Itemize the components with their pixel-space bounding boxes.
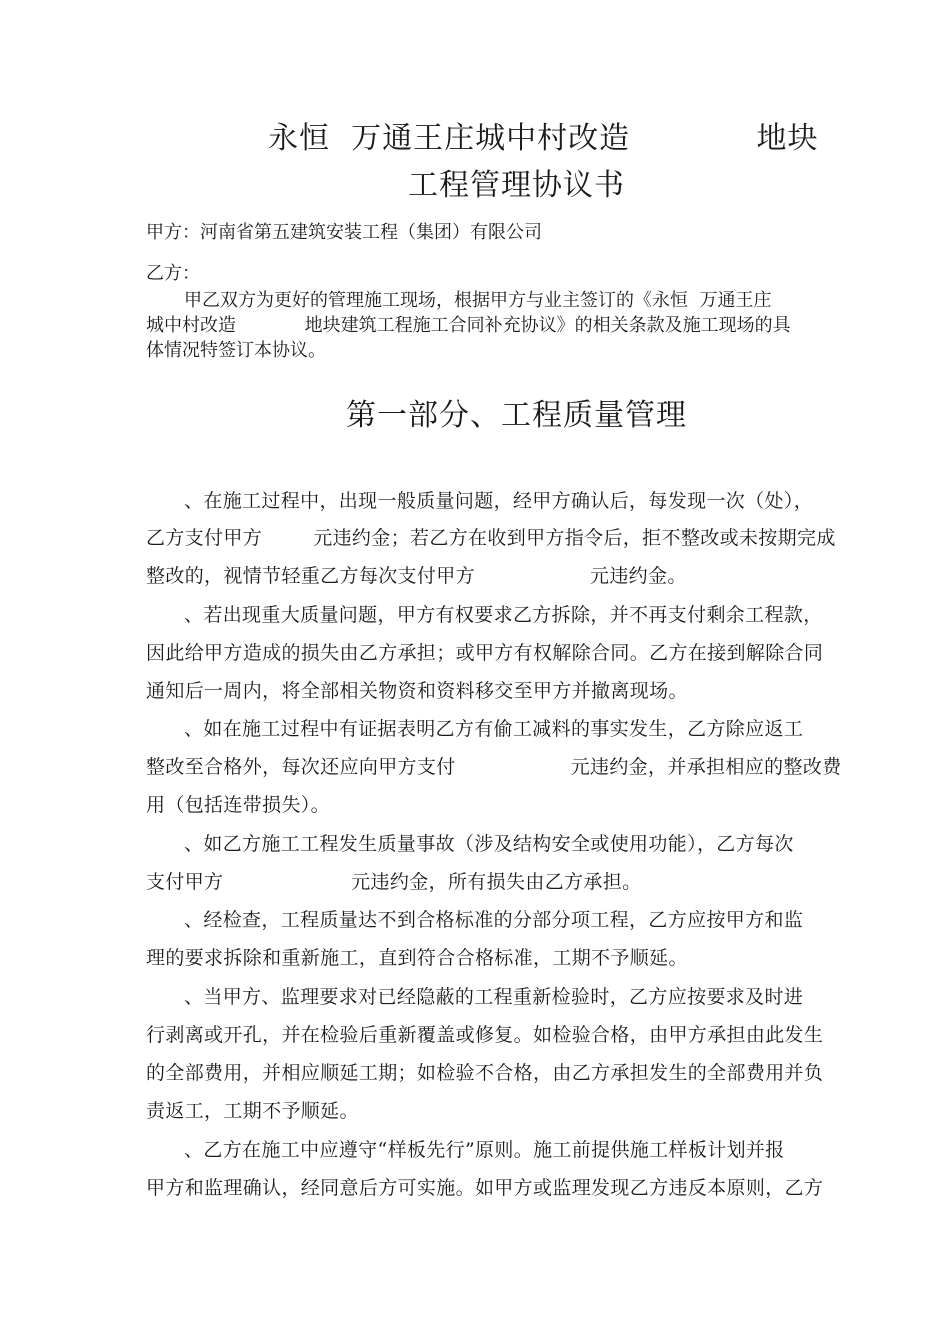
paragraph-line: 、如在施工过程中有证据表明乙方有偷工减料的事实发生，乙方除应返工 xyxy=(184,718,804,740)
paragraph-line: 用（包括连带损失）。 xyxy=(146,794,331,816)
paragraph-line: 的全部费用，并相应顺延工期；如检验不合格，由乙方承担发生的全部费用并负 xyxy=(146,1062,824,1084)
paragraph-line: 支付甲方 元违约金，所有损失由乙方承担。 xyxy=(146,871,642,893)
paragraph-line: 通知后一周内，将全部相关物资和资料移交至甲方并撤离现场。 xyxy=(146,680,688,702)
document-title-line1: 永恒 万通王庄城中村改造 地块 xyxy=(268,121,819,156)
intro-line: 城中村改造 地块建筑工程施工合同补充协议》的相关条款及施工现场的具 xyxy=(146,315,791,336)
paragraph-line: 、经检查，工程质量达不到合格标准的分部分项工程，乙方应按甲方和监 xyxy=(184,909,804,931)
intro-line: 甲乙双方为更好的管理施工现场，根据甲方与业主签订的《永恒 万通王庄 xyxy=(184,290,772,311)
paragraph-line: 、如乙方施工工程发生质量事故（涉及结构安全或使用功能），乙方每次 xyxy=(184,833,794,855)
paragraph-line: 责返工，工期不予顺延。 xyxy=(146,1100,359,1122)
party-a: 甲方：河南省第五建筑安装工程（集团）有限公司 xyxy=(146,222,542,243)
paragraph-line: 行剥离或开孔，并在检验后重新覆盖或修复。如检验合格，由甲方承担由此发生 xyxy=(146,1024,824,1046)
section-title: 第一部分、工程质量管理 xyxy=(346,398,687,433)
paragraph-line: 理的要求拆除和重新施工，直到符合合格标准，工期不予顺延。 xyxy=(146,947,688,969)
party-b: 乙方： xyxy=(146,263,200,284)
paragraph-line: 乙方支付甲方 元违约金；若乙方在收到甲方指令后，拒不整改或未按期完成 xyxy=(146,527,836,549)
paragraph-line: 甲方和监理确认，经同意后方可实施。如甲方或监理发现乙方违反本原则，乙方 xyxy=(146,1177,824,1199)
paragraph-line: 、在施工过程中，出现一般质量问题，经甲方确认后，每发现一次（处）， xyxy=(184,490,814,512)
paragraph-line: 整改的，视情节轻重乙方每次支付甲方 元违约金。 xyxy=(146,565,687,587)
paragraph-line: 整改至合格外，每次还应向甲方支付 元违约金，并承担相应的整改费 xyxy=(146,756,842,778)
paragraph-line: 、乙方在施工中应遵守“样板先行”原则。施工前提供施工样板计划并报 xyxy=(184,1139,785,1161)
document-title-line2: 工程管理协议书 xyxy=(408,168,625,203)
paragraph-line: 、当甲方、监理要求对已经隐蔽的工程重新检验时，乙方应按要求及时进 xyxy=(184,986,804,1008)
paragraph-line: 因此给甲方造成的损失由乙方承担；或甲方有权解除合同。乙方在接到解除合同 xyxy=(146,642,824,664)
paragraph-line: 、若出现重大质量问题，甲方有权要求乙方拆除，并不再支付剩余工程款， xyxy=(184,604,823,626)
intro-line: 体情况特签订本协议。 xyxy=(146,340,326,361)
